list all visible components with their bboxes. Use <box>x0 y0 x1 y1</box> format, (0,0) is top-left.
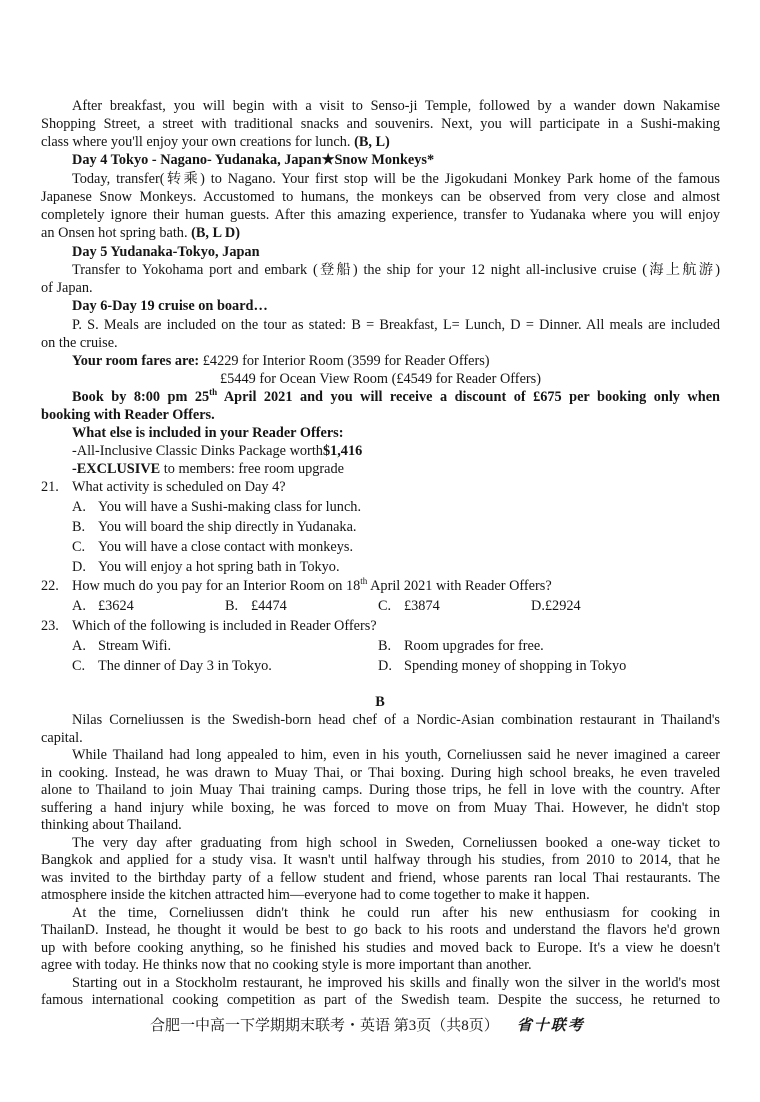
q22-option-d[interactable]: D.£2924 <box>531 598 581 614</box>
book-line-1: Book by 8:00 pm 25th April 2021 and you will receive a discount of £675 per booking only when <box>72 388 720 405</box>
b-p4-line-3: up with before cooking anything, so he finished his studies and moved back to Europe. It's a view he doesn't <box>41 940 720 956</box>
b-p4-line-1: At the time, Corneliussen didn't think he could run after his new enthusiasm for cooking in <box>72 905 720 921</box>
exam-stamp: 省十联考 <box>516 1018 585 1034</box>
b-p1-line-1: Nilas Corneliussen is the Swedish-born head chef of a Nordic-Asian combination restaurant in Thailand's <box>72 712 720 728</box>
ps-line-1: P. S. Meals are included on the tour as stated: B = Breakfast, L= Lunch, D = Dinner. All meals are included <box>72 317 720 333</box>
else-heading: What else is included in your Reader Offers: <box>72 425 344 441</box>
b-p1-line-2: capital. <box>41 730 83 746</box>
b-p3-line-1: The very day after graduating from high school in Sweden, Corneliussen booked a one-way ticket to <box>72 835 720 851</box>
question-23: 23. Which of the following is included in Reader Offers? <box>41 618 377 634</box>
day6-heading: Day 6-Day 19 cruise on board… <box>72 298 268 314</box>
b-p4-line-4: agree with today. He thinks now that no cooking style is more important than another. <box>41 957 532 973</box>
b-p2-line-1: While Thailand had long appealed to him, even in his youth, Corneliussen said he never imagined a career <box>72 747 720 763</box>
q21-option-d[interactable]: D. You will enjoy a hot spring bath in Tokyo. <box>72 559 340 575</box>
offer-item-1: -All-Inclusive Classic Dinks Package worth$1,416 <box>72 443 363 459</box>
fare-ocean-view: £5449 for Ocean View Room (£4549 for Reader Offers) <box>220 371 541 387</box>
b-p5-line-1: Starting out in a Stockholm restaurant, he improved his skills and finally won the silver in the world's most <box>72 975 720 991</box>
day3-line-2: Shopping Street, a street with traditional snacks and souvenirs. Next, you will participate in a Sushi-making <box>41 116 720 132</box>
q21-option-c[interactable]: C. You will have a close contact with monkeys. <box>72 539 354 555</box>
fares-label: Your room fares are: <box>72 353 200 369</box>
b-p2-line-5: thinking about Thailand. <box>41 817 182 833</box>
q23-option-b[interactable]: B. Room upgrades for free. <box>378 638 544 654</box>
day4-line-2: Japanese Snow Monkeys. Accustomed to humans, the monkeys can be observed from very close and almost <box>41 189 720 205</box>
day5-line-2: of Japan. <box>41 280 93 296</box>
day3-line-3: class where you'll enjoy your own creations for lunch. (B, L) <box>41 134 390 150</box>
fare-interior: £4229 for Interior Room (3599 for Reader Offers) <box>202 353 490 369</box>
q22-option-c[interactable]: C. £3874 <box>378 598 440 614</box>
q23-option-a[interactable]: A. Stream Wifi. <box>72 638 172 654</box>
question-22: 22. How much do you pay for an Interior Room on 18th April 2021 with Reader Offers? <box>41 577 552 594</box>
book-line-2: booking with Reader Offers. <box>41 407 215 423</box>
room-fares <box>72 352 720 370</box>
page-footer <box>150 1016 585 1036</box>
footer-text: 合肥一中高一下学期期末联考・英语 第3页（共8页） <box>150 1018 499 1034</box>
day5-line-1: Transfer to Yokohama port and embark (登船) the ship for your 12 night all-inclusive cruise (海上航游) <box>72 262 720 278</box>
ps-line-2: on the cruise. <box>41 335 118 351</box>
day4-line-4: an Onsen hot spring bath. (B, L D) <box>41 225 240 241</box>
q21-option-b[interactable]: B. You will board the ship directly in Yudanaka. <box>72 519 357 535</box>
b-p3-line-2: Bangkok and applied for a study visa. It wasn't until halfway through his studies, from 2010 to 2014, that he <box>41 852 720 868</box>
b-p3-line-4: atmosphere inside the kitchen attracted him—everyone had to come together to make it happen. <box>41 887 590 903</box>
b-p5-line-2: famous international cooking competition as part of the Swedish team. Despite the success, he returned to <box>41 992 720 1008</box>
day4-heading: Day 4 Tokyo - Nagano- Yudanaka, Japan★Snow Monkeys* <box>72 152 435 168</box>
day4-line-3: completely ignore their human guests. After this amazing experience, transfer to Yudanaka where you will enjoy <box>41 207 720 223</box>
day4-line-1: Today, transfer(转乘) to Nagano. Your first stop will be the Jigokudani Monkey Park home of the famous <box>72 171 720 187</box>
day5-heading: Day 5 Yudanaka-Tokyo, Japan <box>72 244 260 260</box>
q23-option-d[interactable]: D. Spending money of shopping in Tokyo <box>378 658 627 674</box>
q22-option-a[interactable]: A. £3624 <box>72 598 134 614</box>
day4-meals: (B, L D) <box>191 225 240 241</box>
q22-option-b[interactable]: B. £4474 <box>225 598 287 614</box>
offer-item-2: -EXCLUSIVE to members: free room upgrade <box>72 461 344 477</box>
day3-meals: (B, L) <box>354 134 390 150</box>
b-p2-line-2: in cooking. Instead, he was drawn to Muay Thai, or Thai boxing. During high school breaks, he even traveled <box>41 765 720 781</box>
q21-option-a[interactable]: A. You will have a Sushi-making class for lunch. <box>72 499 362 515</box>
q23-option-c[interactable]: C. The dinner of Day 3 in Tokyo. <box>72 658 272 674</box>
b-p3-line-3: was invited to the birthday party of a fellow student and friend, whose parents ran local Thai restaurants. The <box>41 870 720 886</box>
b-p2-line-4: suffering a hand injury while boxing, he was forced to move on from Muay Thai. However, he didn't stop <box>41 800 720 816</box>
question-21: 21. What activity is scheduled on Day 4? <box>41 479 286 495</box>
day3-line-1: After breakfast, you will begin with a visit to Senso-ji Temple, followed by a wander down Nakamise <box>72 98 720 114</box>
b-p4-line-2: ThailanD. Instead, he thought it would be best to go back to his roots and understand the flavors he'd grown <box>41 922 720 938</box>
section-b-label: B <box>375 694 385 710</box>
b-p2-line-3: alone to Thailand to join Muay Thai training camps. During those trips, he fell in love with the country. After <box>41 782 720 798</box>
